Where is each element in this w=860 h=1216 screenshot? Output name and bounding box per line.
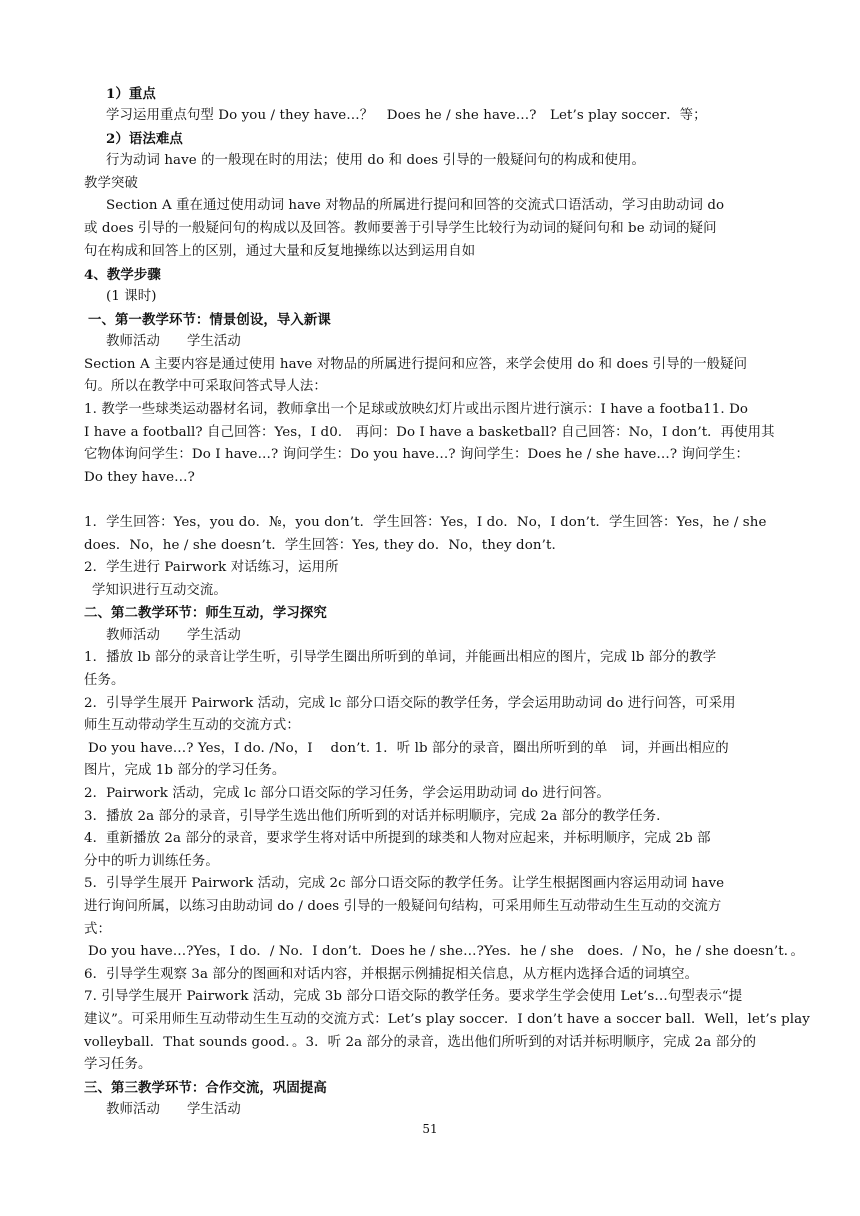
paragraph-line: 7. 引导学生展开 Pairwork 活动，完成 3b 部分口语交际的教学任务。要求学生学会使用 Let’s…句型表示“提 xyxy=(84,989,743,1004)
paragraph-line: 6．引导学生观察 3a 部分的图画和对话内容，并根据示例捕捉相关信息，从方框内选择合适的词填空。 xyxy=(84,967,699,982)
paragraph-line: 学习任务。 xyxy=(84,1057,152,1072)
heading-teaching-breakthrough: 教学突破 xyxy=(84,176,138,191)
paragraph-line: 行为动词 have 的一般现在时的用法；使用 do 和 does 引导的一般疑问句的构成和使用。 xyxy=(106,153,645,168)
paragraph-line: 图片，完成 1b 部分的学习任务。 xyxy=(84,763,286,778)
paragraph-line: 建议”。可采用师生互动带动生生互动的交流方式：Let’s play soccer．I don’t have a soccer ball．Well，let’s play xyxy=(84,1012,810,1027)
paragraph-line: 1. 教学一些球类运动器材名词，教师拿出一个足球或放映幻灯片或出示图片进行演示：I have a footba11. Do xyxy=(84,402,749,417)
paragraph-line: 2．学生进行 Pairwork 对话练习，运用所 xyxy=(84,560,339,575)
paragraph-line: (1 课时) xyxy=(106,289,157,304)
heading-key-points: 1）重点 xyxy=(106,86,156,102)
paragraph-line: 式： xyxy=(84,922,111,937)
paragraph-line: 进行询问所属，以练习由助动词 do / does 引导的一般疑问句结构，可采用师生互动带动生生互动的交流方 xyxy=(84,899,722,914)
page-number: 51 xyxy=(422,1122,438,1136)
heading-section-two: 二、第二教学环节：师生互动，学习探究 xyxy=(84,605,327,621)
paragraph-line: Section A 重在通过使用动词 have 对物品的所属进行提问和回答的交流式口语活动，学习由助动词 do xyxy=(106,198,725,213)
paragraph-line: 任务。 xyxy=(84,673,125,688)
paragraph-line: 或 does 引导的一般疑问句的构成以及回答。教师要善于引导学生比较行为动词的疑问句和 be 动词的疑问 xyxy=(84,221,717,236)
paragraph-line: Do you have…?Yes，I do．/ No．I don’t．Does he / she…?Yes．he / she does．/ No，he / she doesn’t．。 xyxy=(88,944,804,959)
heading-section-three: 三、第三教学环节：合作交流，巩固提高 xyxy=(84,1080,327,1096)
heading-teaching-steps: 4、教学步骤 xyxy=(84,267,161,283)
paragraph-line: Do you have…? Yes，I do. /No，I don’t. 1．听 lb 部分的录音，圈出所听到的单 词，并画出相应的 xyxy=(88,741,729,756)
paragraph-line: Do they have…? xyxy=(84,470,195,485)
paragraph-line: 3．播放 2a 部分的录音，引导学生选出他们所听到的对话并标明顺序，完成 2a 部分的教学任务. xyxy=(84,809,661,824)
paragraph-line: 分中的听力训练任务。 xyxy=(84,854,219,869)
activity-columns-label: 教师活动 学生活动 xyxy=(106,334,241,349)
paragraph-line: 句。所以在教学中可采取问答式导人法： xyxy=(84,379,327,394)
paragraph-line: volleyball．That sounds good．。3．听 2a 部分的录音，选出他们所听到的对话并标明顺序，完成 2a 部分的 xyxy=(84,1035,757,1050)
paragraph-line: 1．学生回答：Yes，you do．№，you don’t．学生回答：Yes，I do．No，I don’t．学生回答：Yes，he / she xyxy=(84,515,767,530)
paragraph-line: I have a football? 自己回答：Yes，I d0. 再问：Do I have a basketball? 自己回答：No，I don’t．再使用其 xyxy=(84,425,775,440)
paragraph-line: 它物体询问学生：Do I have…? 询问学生：Do you have…? 询问学生：Does he / she have…? 询问学生： xyxy=(84,447,750,462)
paragraph-line: does．No，he / she doesn’t．学生回答：Yes, they do．No，they don’t. xyxy=(84,538,556,553)
paragraph-line: 句在构成和回答上的区别，通过大量和反复地操练以达到运用自如 xyxy=(84,244,476,259)
activity-columns-label: 教师活动 学生活动 xyxy=(106,628,241,643)
heading-section-one: 一、第一教学环节：情景创设，导入新课 xyxy=(88,312,331,328)
paragraph-line: 1．播放 lb 部分的录音让学生听，引导学生圈出所听到的单词，并能画出相应的图片，完成 lb 部分的教学 xyxy=(84,650,717,665)
paragraph-line: 师生互动带动学生互动的交流方式： xyxy=(84,718,300,733)
paragraph-line: 学习运用重点句型 Do you / they have…？ Does he / she have…? Let’s play soccer．等； xyxy=(106,108,707,123)
activity-columns-label: 教师活动 学生活动 xyxy=(106,1102,241,1117)
heading-grammar-difficulty: 2）语法难点 xyxy=(106,131,183,147)
paragraph-line: 学知识进行互动交流。 xyxy=(92,583,227,598)
paragraph-line: 2．Pairwork 活动，完成 lc 部分口语交际的学习任务，学会运用助动词 do 进行问答。 xyxy=(84,786,610,801)
paragraph-line: 4．重新播放 2a 部分的录音，要求学生将对话中所提到的球类和人物对应起来，并标明顺序，完成 2b 部 xyxy=(84,831,711,846)
paragraph-line: 2．引导学生展开 Pairwork 活动，完成 lc 部分口语交际的教学任务，学会运用助动词 do 进行问答，可采用 xyxy=(84,696,736,711)
paragraph-line: 5．引导学生展开 Pairwork 活动，完成 2c 部分口语交际的教学任务。让学生根据图画内容运用动词 have xyxy=(84,876,725,891)
paragraph-line: Section A 主要内容是通过使用 have 对物品的所属进行提问和应答，来学会使用 do 和 does 引导的一般疑问 xyxy=(84,357,748,372)
